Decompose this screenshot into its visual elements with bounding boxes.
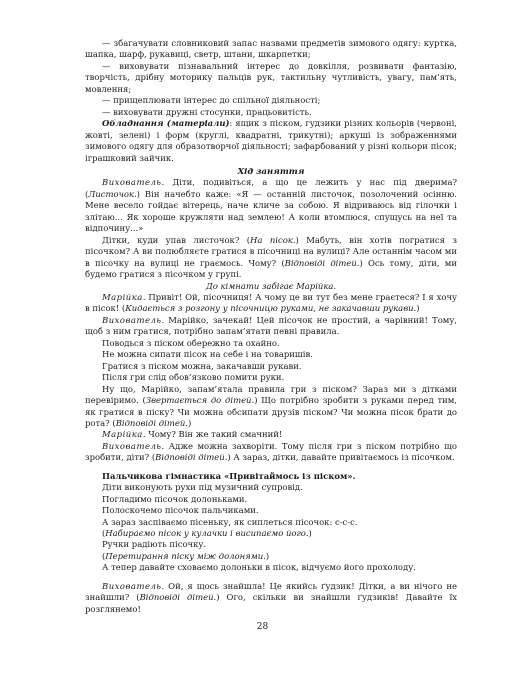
objective-2: — виховувати пізнавальний інтерес до довкілля, розвивати фантазію, творчість, дрібну моторику пальців рук, тактильну чутливість, увагу, пам’ять, мовлення; <box>85 60 457 94</box>
dialogue-paragraph <box>85 292 457 315</box>
dialogue-paragraph <box>85 235 457 281</box>
gymnastics-line: Погладимо пісочок долоньками. <box>102 493 248 504</box>
dialogue-text: .) Ось тому, діти, ми будемо гратися з пісочком у групі. <box>85 257 457 280</box>
rule-line: Поводься з піском обережно та охайно. <box>102 337 280 348</box>
dialogue-text: Ну що, Марійко, запам’ятала правила гри з піском? Зараз ми з дітками перевіримо. ( <box>85 383 457 406</box>
objective-4: — виховувати дружні стосунки, працьовитість. <box>102 106 312 117</box>
stage-direction: Набираємо пісок у кулачки і висипаємо його. <box>105 528 309 539</box>
rule-line: Після гри слід обов’язково помити руки. <box>102 372 285 383</box>
dialogue-text: Дітки, куди упав листочок? ( <box>102 234 251 245</box>
dialogue-text: .) Він начебто каже: «Я — останній листочок, позолочений осінню. Мене весело гойдає вітерець, наче кличе за собою. Я відриваюсь від гілочки і злітаю... Як хороше кружляти над землею! А коли втомлюся, спущусь на неї та відпочину...» <box>85 188 457 234</box>
equipment-text: : ящик з піском, гудзики різних кольорів (червоні, жовті, зелені) і форм (круглі, квадратні, трикутні); аркуші із зображеннями зимового одягу для образотворчої діяльності; зафарбований у різні кольори пісок; іграшковий зайчик. <box>85 118 457 163</box>
stage-direction: На пісок <box>250 234 293 245</box>
dialogue-text: .) Мабуть, він хотів погратися з пісочком? А ви полюбляєте гратися в пісочниці на вулиці? Але останнім часом ми в пісочку на вулиці не граємось. Чому? ( <box>85 234 457 268</box>
dialogue-text: ) <box>308 528 312 539</box>
rule-line: Гратися з піском можна, закачавши рукави. <box>102 360 302 371</box>
stage-direction: Перетирання піску між долонями. <box>105 550 266 561</box>
stage-direction: Звертається до дітей. <box>145 395 255 406</box>
dialogue-text: ) <box>265 550 270 561</box>
dialogue-text: . Чому? Він же такий смачний! <box>142 429 283 440</box>
dialogue-text: . Діти, подивіться, а що це лежить у нас під дверима? ( <box>85 177 457 199</box>
dialogue-text: . Привіт! Ой, пісочниця! А чому це ви тут без мене граєтеся? І я хочу в пісок! ( <box>85 291 457 314</box>
gymnastics-line <box>85 551 457 562</box>
stage-direction-line: До кімнати забігає Марійка. <box>205 280 337 291</box>
spacer <box>85 464 457 471</box>
stage-direction: Відповіді дітей <box>284 257 357 268</box>
speaker-name: Вихователь <box>102 314 162 325</box>
gymnastics-line <box>85 528 457 539</box>
stage-direction: Відповіді дітей <box>155 452 225 463</box>
speaker-name: Вихователь <box>102 580 162 591</box>
equipment-label: Обладнання (матеріали) <box>102 118 230 129</box>
dialogue-text: . Адже можна захворіти. Тому після гри з піском потрібно що зробити, діти? ( <box>85 440 457 463</box>
page-number: 28 <box>256 622 269 632</box>
dialogue-text: ) <box>416 303 420 314</box>
gymnastics-line: Діти виконують рухи під музичний супровід. <box>102 482 303 493</box>
rule-line: Не можна сипати пісок на себе і на товаришів. <box>102 349 313 360</box>
speaker-name: Марійка <box>102 291 143 302</box>
spacer <box>85 574 457 581</box>
dialogue-paragraph <box>85 581 457 615</box>
page-body <box>85 38 457 615</box>
dialogue-paragraph <box>85 441 457 464</box>
dialogue-text: ( <box>102 528 106 539</box>
dialogue-paragraph <box>85 384 457 430</box>
stage-direction: Відповіді дітей <box>115 417 186 428</box>
dialogue-text: . Марійко, зачекай! Цей пісочок не простий, а чарівний! Тому, щоб з ним гратися, потрібно запам’ятати певні правила. <box>85 314 457 337</box>
dialogue-text: . Ой, я щось знайшла! Це якийсь ґудзик! Дітки, а ви нічого не знайшли? ( <box>85 580 457 603</box>
dialogue-text: ) Що потрібно зробити з руками перед тим, як гратися в піску? Чи можна обсипати друзів піском? Чи можна пісок брати до рота? ( <box>85 395 457 428</box>
equipment-paragraph <box>85 118 457 164</box>
objective-1: — збагачувати словниковий запас назвами предметів зимового одягу: куртка, шапка, шарф, рукавиці, светр, штани, шкарпетки; <box>85 38 457 60</box>
dialogue-text: .) А зараз, дітки, давайте привітаємось із пісочком. <box>224 452 455 463</box>
stage-direction: Кидається з розгону у пісочницю руками, не закачавши рукави. <box>125 303 417 314</box>
dialogue-text: .) Ого, скільки ви знайшли ґудзиків! Давайте їх розглянемо! <box>85 592 457 614</box>
gymnastics-line: Полоскочемо пісочок пальчиками. <box>102 505 259 516</box>
gymnastics-line: А тепер давайте сховаємо долоньки в пісок, відчуємо його прохолоду. <box>102 562 416 573</box>
dialogue-paragraph <box>85 429 457 440</box>
stage-direction: Листочок <box>88 188 134 199</box>
gymnastics-line: Ручки радіють пісочку. <box>102 539 207 550</box>
section-heading: Хід заняття <box>237 165 305 176</box>
dialogue-paragraph <box>85 315 457 338</box>
speaker-name: Марійка <box>102 429 143 440</box>
objective-3: — прищеплювати інтерес до спільної діяльності; <box>102 95 321 106</box>
gymnastics-line: А зараз заспіваємо пісеньку, як сиплеться пісочок: с-с-с. <box>102 516 358 527</box>
dialogue-paragraph <box>85 177 457 234</box>
dialogue-text: ( <box>102 550 106 561</box>
speaker-name: Вихователь <box>102 177 162 188</box>
gymnastics-title: Пальчикова гімнастика «Привітаймось із піском». <box>102 470 356 481</box>
dialogue-text: .) <box>185 417 192 428</box>
stage-direction: Відповіді дітей <box>139 592 214 603</box>
speaker-name: Вихователь <box>102 440 162 451</box>
